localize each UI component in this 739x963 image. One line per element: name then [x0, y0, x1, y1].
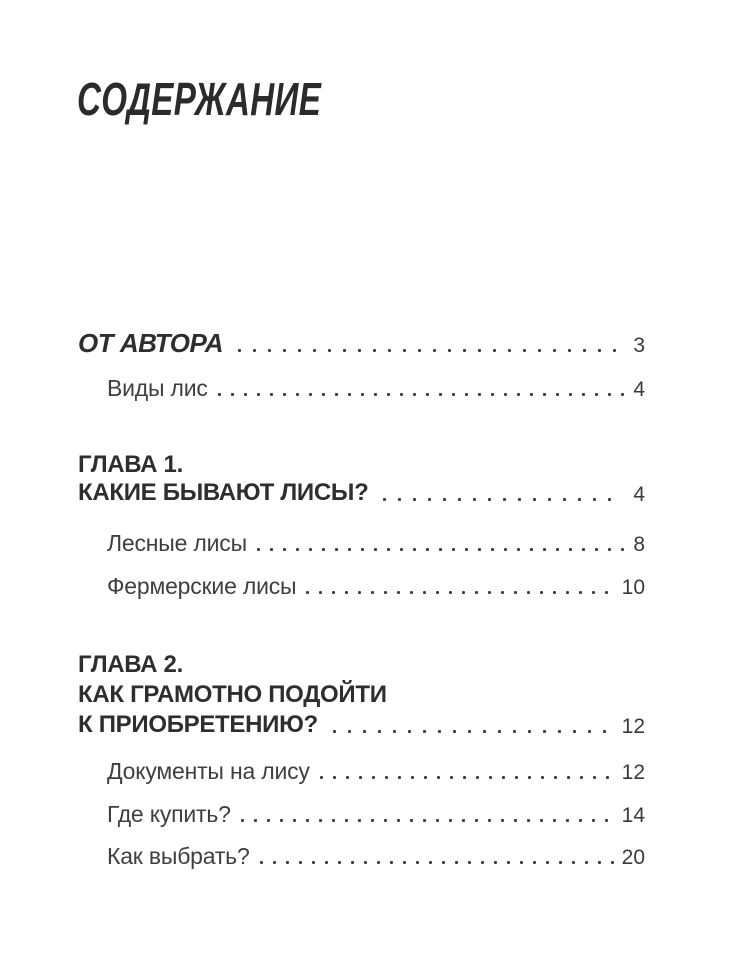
- toc-entry-lesnye-lisy[interactable]: [107, 532, 645, 555]
- page-number: 10: [621, 576, 645, 599]
- toc-chapter-label: КАКИЕ БЫВАЮТ ЛИСЫ?: [78, 479, 369, 506]
- dot-leader: [252, 548, 627, 551]
- page-number: 3: [633, 334, 645, 357]
- page-number: 4: [633, 378, 645, 401]
- dot-leader: [377, 498, 621, 501]
- toc-chapter-label: ГЛАВА 2.: [78, 651, 183, 678]
- toc-entry-dokumenty-na-lisu[interactable]: [107, 760, 645, 783]
- toc-entry-label: ОТ АВТОРА: [78, 328, 223, 358]
- page-number: 20: [621, 846, 645, 869]
- page-number: 12: [621, 761, 645, 784]
- toc-entry-label: Документы на лису: [107, 758, 310, 784]
- dot-leader: [255, 861, 616, 864]
- dot-leader: [315, 776, 616, 779]
- toc-chapter1-line2[interactable]: [78, 481, 645, 505]
- dot-leader: [213, 393, 628, 396]
- toc-entry-ot-avtora[interactable]: [78, 330, 645, 356]
- toc-entry-gde-kupit[interactable]: [107, 803, 645, 826]
- toc-chapter-label: К ПРИОБРЕТЕНИЮ?: [78, 711, 318, 738]
- page-number: 8: [633, 533, 645, 556]
- dot-leader: [232, 349, 621, 352]
- dot-leader: [301, 591, 615, 594]
- toc-entry-label: Лесные лисы: [107, 530, 247, 556]
- toc-entry-label: Где купить?: [107, 801, 231, 827]
- toc-entry-fermerskie-lisy[interactable]: [107, 575, 645, 598]
- dot-leader: [236, 819, 616, 822]
- page-title: СОДЕРЖАНИЕ: [77, 73, 322, 125]
- toc-chapter2-line2[interactable]: [78, 683, 645, 707]
- toc-chapter-label: ГЛАВА 1.: [78, 451, 183, 478]
- toc-chapter2-line1[interactable]: [78, 653, 645, 677]
- toc-entry-vidy-lis[interactable]: [107, 377, 645, 400]
- toc-chapter2-line3[interactable]: [78, 713, 645, 737]
- page-number: 14: [621, 804, 645, 827]
- toc-chapter1-line1[interactable]: [78, 453, 645, 477]
- toc-entry-label: Как выбрать?: [107, 843, 250, 869]
- toc-chapter-label: КАК ГРАМОТНО ПОДОЙТИ: [78, 681, 387, 708]
- toc-entry-kak-vybrat[interactable]: [107, 845, 645, 868]
- page-number: 12: [621, 715, 645, 738]
- dot-leader: [327, 730, 610, 733]
- toc-entry-label: Виды лис: [107, 375, 208, 401]
- page-number: 4: [633, 483, 645, 506]
- toc-entry-label: Фермерские лисы: [107, 573, 297, 599]
